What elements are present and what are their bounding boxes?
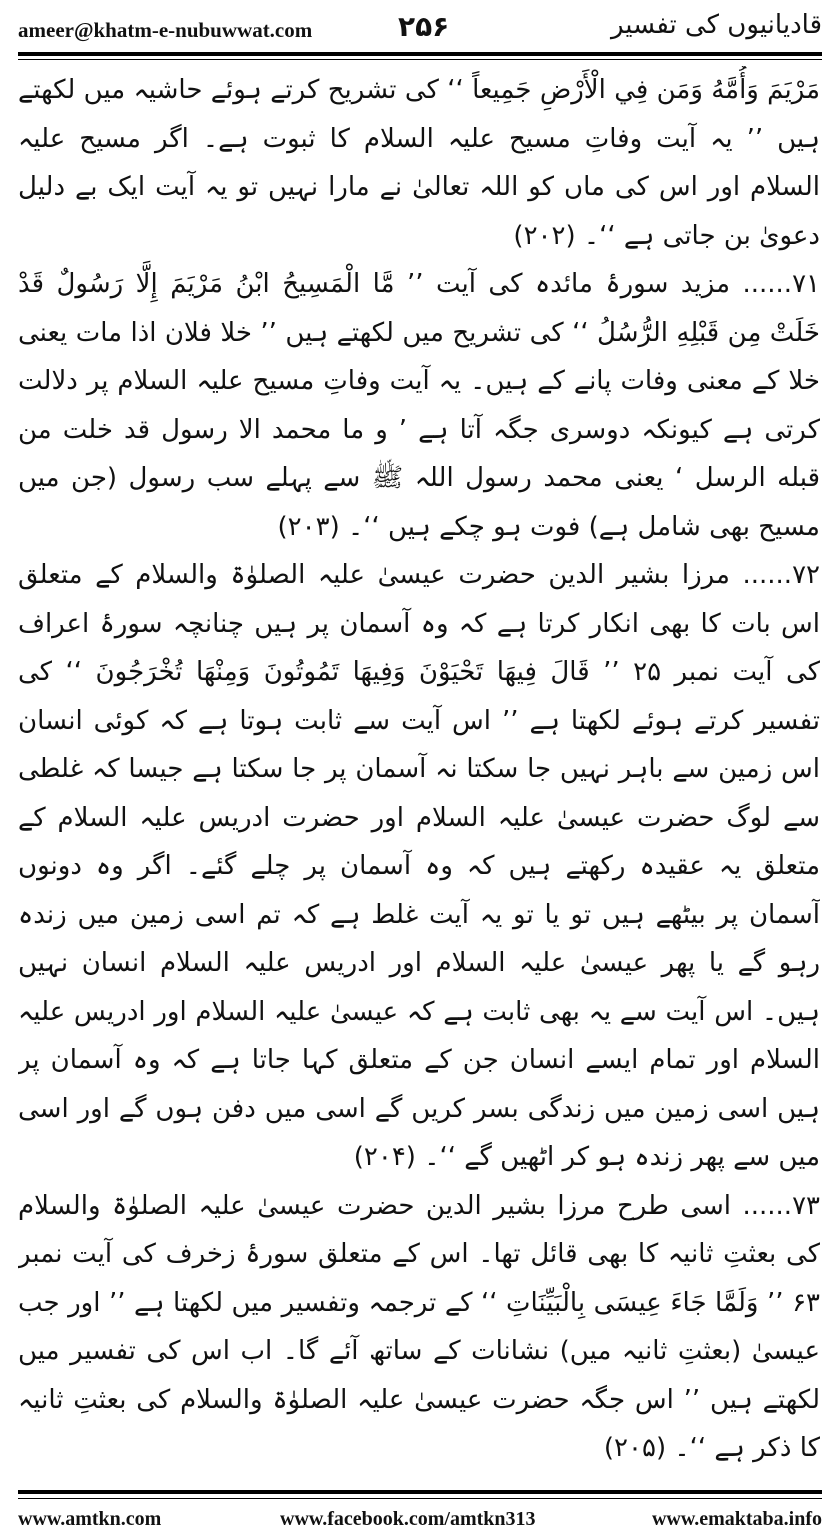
paragraph-72: ۷۲...... مرزا بشیر الدین حضرت عیسیٰ علیہ الصلوٰۃ والسلام کے متعلق اس بات کا بھی انکار کرتا ہے کہ وہ آسمان پر ہیں چنانچہ سورۂ اعراف کی آیت نمبر ۲۵ ’’ قَالَ فِيهَا تَحْيَوْنَ وَفِيهَا تَمُوتُونَ وَمِنْهَا تُخْرَجُونَ ‘‘ کی تفسیر کرتے ہوئے لکھتا ہے ’’ اس آیت سے ثابت ہوتا ہے کہ کوئی انسان اس زمین سے باہر نہیں جا سکتا نہ آسمان پر جا سکتا ہے جیسا کہ غلطی سے لوگ حضرت عیسیٰ علیہ السلام اور حضرت ادریس علیہ السلام کے متعلق یہ عقیدہ رکھتے ہیں کہ وہ آسمان پر چلے گئے۔ اگر وہ دونوں آسمان پر بیٹھے ہیں تو یا تو یہ آیت غلط ہے کہ تم اسی زمین میں زندہ رہو گے یا پھر عیسیٰ علیہ السلام اور ادریس علیہ السلام انسان نہیں ہیں۔ اس آیت سے یہ بھی ثابت ہے کہ عیسیٰ علیہ السلام اور ادریس علیہ السلام اور تمام ایسے انسان جن کے متعلق کہا جاتا ہے کہ وہ آسمان پر ہیں اسی زمین میں زندگی بسر کریں گے اسی میں دفن ہوں گے اور اسی میں سے پھر زندہ ہو کر اٹھیں گے ‘‘۔ (۲۰۴) — [18, 560, 820, 1172]
footer-link-amtkn[interactable]: www.amtkn.com — [18, 1508, 162, 1530]
footer-rule-thin — [18, 1498, 822, 1499]
header-email[interactable]: ameer@khatm-e-nubuwwat.com — [18, 18, 313, 42]
footer-link-emaktaba[interactable]: www.emaktaba.info — [651, 1508, 822, 1530]
paragraph-73: ۷۳...... اسی طرح مرزا بشیر الدین حضرت عیسیٰ علیہ الصلوٰۃ والسلام کی بعثتِ ثانیہ کا بھی قائل تھا۔ اس کے متعلق سورۂ زخرف کی آیت نمبر ۶۳ ’’ وَلَمَّا جَاءَ عِيسَى بِالْبَيِّنَاتِ ‘‘ کے ترجمہ وتفسیر میں لکھتا ہے ’’ اور جب عیسیٰ (بعثتِ ثانیہ میں) نشانات کے ساتھ آئے گا۔ اب اس کی تفسیر میں لکھتے ہیں ’’ اس جگہ حضرت عیسیٰ علیہ الصلوٰۃ والسلام کی بعثتِ ثانیہ کا ذکر ہے ‘‘۔ (۲۰۵) — [18, 1190, 820, 1463]
book-title: قادیانیوں کی تفسیر — [610, 10, 822, 40]
page-number: ۲۵۶ — [398, 10, 450, 43]
footer-link-facebook[interactable]: www.facebook.com/amtkn313 — [280, 1508, 536, 1530]
paragraph-71: ۷۱...... مزید سورۂ مائدہ کی آیت ’’ مَّا الْمَسِيحُ ابْنُ مَرْيَمَ إِلَّا رَسُولٌ قَدْ خَلَتْ مِن قَبْلِهِ الرُّسُلُ ‘‘ کی تشریح میں لکھتے ہیں ’’ خلا فلان اذا مات یعنی خلا کے معنی وفات پانے کے ہیں۔ یہ آیت وفاتِ مسیح علیہ السلام پر دلالت کرتی ہے کیونکہ دوسری جگہ آتا ہے ’ و ما محمد الا رسول قد خلت من قبله الرسل ‘ یعنی محمد رسول اللہ ﷺ سے پہلے سب رسول (جن میں مسیح بھی شامل ہے) فوت ہو چکے ہیں ‘‘۔ (۲۰۳) — [18, 269, 820, 542]
paragraph-70-continued: مَرْيَمَ وَأُمَّهُ وَمَن فِي الْأَرْضِ جَمِيعاً ‘‘ کی تشریح کرتے ہوئے حاشیہ میں لکھتے ہیں ’’ یہ آیت وفاتِ مسیح علیہ السلام کا ثبوت ہے۔ اگر مسیح علیہ السلام اور اس کی ماں کو اللہ تعالیٰ نے مارا نہیں تو یہ آیت ایک بے دلیل دعویٰ بن جاتی ہے ‘‘۔ (۲۰۲) — [18, 75, 820, 251]
page-header — [18, 8, 822, 48]
header-rule-thick — [18, 52, 822, 56]
page-body — [18, 66, 820, 1476]
footer-rule-thick — [18, 1490, 822, 1494]
page-footer — [18, 1504, 822, 1534]
header-rule-thin — [18, 59, 822, 60]
